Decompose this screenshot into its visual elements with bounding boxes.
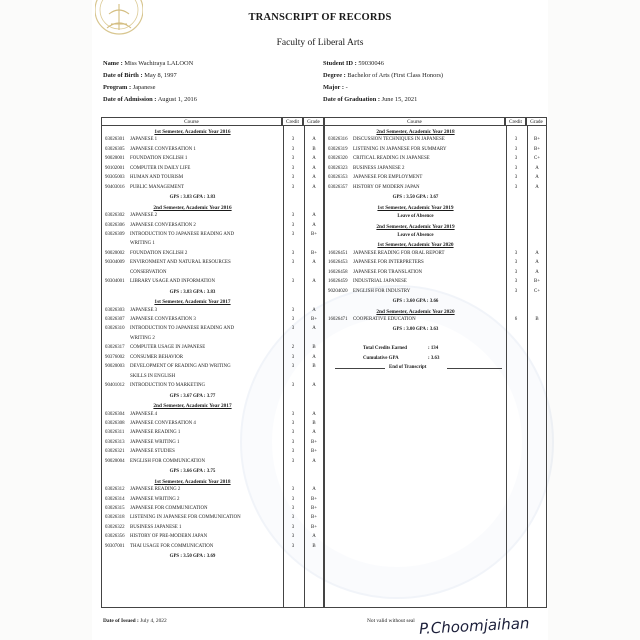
semester-heading: 1st Semester, Academic Year 2016 (154, 129, 231, 135)
course-name: LIBRARY USAGE AND INFORMATION (130, 279, 216, 285)
course-name: INTRODUCTION TO JAPANESE READING AND (130, 231, 234, 237)
degree: Degree : Bachelor of Arts (First Class Honors) (323, 72, 444, 79)
date-of-issue: Date of Issued : July 4, 2022 (103, 618, 167, 624)
course-grade: B+ (310, 524, 318, 530)
course-code: 03026307 (105, 317, 125, 322)
course-name: ENGLISH FOR COMMUNICATION (130, 458, 205, 464)
leave-of-absence: Leave of Absence (397, 232, 434, 238)
course-code: 03026317 (105, 345, 125, 351)
faculty-name: Faculty of Liberal Arts (276, 38, 364, 48)
course-credit: 2 (291, 345, 295, 351)
course-credit: 3 (291, 317, 295, 322)
course-grade: A (312, 165, 316, 171)
course-grade: A (312, 260, 316, 266)
course-credit: 3 (514, 288, 518, 294)
course-grade: A (535, 260, 539, 266)
course-grade: B+ (310, 231, 318, 237)
course-code: 03026323 (328, 165, 348, 171)
course-code: 90304009 (105, 260, 125, 266)
course-code: 90401012 (105, 383, 125, 389)
header-grade-left: Grade (303, 117, 324, 126)
course-grade: A (535, 269, 539, 275)
course-credit: 3 (291, 534, 295, 540)
course-grade: B+ (310, 496, 318, 502)
semester-heading: 1st Semester, Academic Year 2019 (377, 204, 454, 211)
course-grade: A (312, 307, 316, 313)
semester-gpa: GPS : 3.00 GPA : 3.63 (392, 327, 439, 333)
course-grade: B+ (310, 449, 318, 455)
semester-gpa: GPS : 3.50 GPA : 3.67 (392, 195, 439, 201)
course-grade: A (312, 213, 316, 219)
course-grade: A (312, 383, 316, 389)
semester-heading: 2nd Semester, Academic Year 2018 (376, 129, 455, 135)
course-code: 90403016 (105, 184, 125, 190)
course-name: JAPANESE FOR INTERPRETERS (353, 260, 424, 266)
course-name: JAPANESE WRITING 1 (130, 439, 180, 445)
course-credit: 3 (291, 260, 295, 266)
course-credit: 3 (514, 165, 518, 171)
course-grade: A (312, 184, 316, 190)
course-code: 16026459 (328, 279, 348, 285)
semester-gpa: GPS : 3.60 GPA : 3.66 (392, 299, 439, 305)
course-name: CRITICAL READING IN JAPANESE (353, 156, 430, 162)
course-name: THAI USAGE FOR COMMUNICATION (130, 543, 214, 549)
course-code: 03026301 (105, 137, 125, 143)
course-name: JAPANESE CONVERSATION 4 (130, 420, 196, 426)
course-credit: 3 (514, 156, 518, 162)
semester-gpa: GPS : 3.66 GPA : 3.75 (169, 469, 216, 475)
course-credit: 3 (291, 524, 295, 530)
course-code: 90102001 (105, 165, 125, 171)
course-name: JAPANESE CONVERSATION 1 (130, 146, 196, 152)
course-credit: 3 (514, 250, 518, 256)
course-credit: 3 (291, 307, 295, 313)
course-name: FOUNDATION ENGLISH 2 (130, 250, 188, 256)
course-name: BUSINESS JAPANESE 2 (353, 165, 405, 171)
course-credit: 3 (291, 458, 295, 464)
semester-heading: 2nd Semester, Academic Year 2017 (153, 403, 232, 410)
course-credit: 3 (291, 137, 295, 143)
course-code: 03026315 (105, 506, 125, 511)
course-name: JAPANESE 1 (130, 137, 158, 143)
course-name: ENGLISH FOR INDUSTRY (353, 288, 411, 294)
validity-note: Not valid without seal (367, 618, 415, 624)
course-name: JAPANESE CONVERSATION 2 (130, 222, 196, 228)
right-column: 2nd Semester, Academic Year 2018 03026316 DISCUSSION TECHNIQUES IN JAPANESE 3 B+ 03026319 LISTENING IN JAPANESE FOR SUMMARY 3 B+ 03026320 CRITICAL READING IN JAPANESE 3 C+ 03026323 BUSINESS JAPANESE 2 3 A 03026353 JAPANESE FOR EMPLOYMENT 3 A 03026357 HISTORY OF MODERN JAPAN 3 A GPS : 3.50 GPA : 3.67 1st Semester, Academic Year 2019 Leave of Absence 2nd Semester, Academic Year 2019 Leave of Absence 1st Semester, Academic Year 2020 16026451 JAPANESE READING FOR ORAL REPORT 3 A 16026453 JAPANESE FOR INTERPRETERS 3 A 16026458 JAPANESE FOR TRANSLATION 3 A 16026459 INDUSTRIAL JAPANESE 3 B+ 90204020 ENGLISH FOR INDUSTRY 3 C+ GPS : 3.60 GPA : 3.66 2nd Semester, Academic Year 2020 16026471 COOPERATIVE EDUCATION 6 B GPS : 3.00 GPA : 3.63 Total Credits Earned : 134 Cumulative GPA : 3.63 End of Transcript (324, 126, 547, 608)
course-credit: 3 (291, 515, 295, 521)
course-grade: B+ (310, 439, 318, 445)
course-code: 03026318 (105, 515, 125, 521)
course-name: JAPANESE 2 (130, 213, 158, 219)
course-code: 03026314 (105, 496, 125, 502)
document-title: TRANSCRIPT OF RECORDS (248, 12, 392, 23)
course-code: 03026357 (328, 184, 348, 190)
course-code: 16026453 (328, 260, 348, 266)
course-credit: 3 (291, 383, 295, 389)
course-grade: A (312, 222, 316, 228)
course-grade: A (312, 411, 316, 417)
course-grade: C+ (533, 288, 541, 294)
course-name: WRITING 2 (130, 335, 155, 341)
course-name: COOPERATIVE EDUCATION (353, 317, 416, 322)
course-grade: B+ (310, 317, 318, 322)
course-code: 03026303 (105, 307, 125, 313)
course-name: INTRODUCTION TO MARKETING (130, 383, 206, 389)
course-grade: A (312, 279, 316, 285)
course-code: 03026310 (105, 326, 125, 332)
course-code: 03026316 (328, 137, 348, 143)
header-course-right: Course (324, 117, 505, 126)
course-name: JAPANESE READING 2 (130, 487, 181, 493)
leave-of-absence: Leave of Absence (397, 214, 434, 220)
course-name: PUBLIC MANAGEMENT (130, 184, 184, 190)
course-credit: 3 (514, 260, 518, 266)
course-code: 03026353 (328, 175, 348, 181)
course-grade: A (312, 137, 316, 143)
course-code: 03026306 (105, 222, 125, 228)
course-grade: A (312, 458, 316, 464)
course-code: 90020004 (105, 458, 125, 464)
course-credit: 3 (291, 487, 295, 493)
course-name: HISTORY OF MODERN JAPAN (353, 184, 420, 190)
course-grade: B (535, 317, 539, 322)
course-credit: 3 (291, 184, 295, 190)
course-credit: 3 (291, 506, 295, 511)
course-credit: 3 (291, 213, 295, 219)
course-credit: 3 (291, 439, 295, 445)
course-code: 03026321 (105, 449, 125, 455)
registrar-signature: P.Choomjaihan (418, 614, 530, 638)
course-name: COMPUTER USAGE IN JAPANESE (130, 345, 206, 351)
course-credit: 3 (514, 269, 518, 275)
course-code: 03026319 (328, 146, 348, 152)
course-credit: 3 (291, 326, 295, 332)
course-grade: A (312, 175, 316, 181)
semester-gpa: GPS : 3.83 GPA : 3.83 (169, 195, 216, 201)
course-code: 90204020 (328, 288, 348, 294)
left-column (101, 126, 324, 608)
course-credit: 3 (291, 165, 295, 171)
course-credit: 3 (291, 175, 295, 181)
course-grade: B+ (533, 279, 541, 285)
course-name: JAPANESE CONVERSATION 3 (130, 317, 196, 322)
course-name: INDUSTRIAL JAPANESE (353, 279, 407, 285)
course-credit: 3 (291, 496, 295, 502)
course-code: 90305003 (105, 175, 125, 181)
course-credit: 3 (291, 250, 295, 256)
course-name: JAPANESE 3 (130, 307, 158, 313)
course-code: 03026305 (105, 146, 125, 152)
semester-heading: 2nd Semester, Academic Year 2016 (153, 204, 232, 211)
course-grade: B (312, 364, 316, 370)
course-name: SKILLS IN ENGLISH (130, 373, 176, 379)
course-name: HISTORY OF PRE-MODERN JAPAN (130, 534, 208, 540)
course-code: 16026458 (328, 269, 348, 275)
course-grade: A (312, 354, 316, 360)
course-name: WRITING 1 (130, 241, 155, 247)
course-grade: A (535, 184, 539, 190)
course-grade: C+ (533, 156, 541, 162)
semester-gpa: GPS : 3.83 GPA : 3.83 (169, 289, 216, 295)
course-code: 90020003 (105, 364, 125, 370)
student-id: Student ID : 59030046 (323, 60, 384, 67)
course-code: 90307001 (105, 543, 125, 549)
course-name: HUMAN AND TOURISM (130, 175, 184, 181)
course-code: 03026309 (105, 231, 125, 237)
course-code: 90020001 (105, 156, 125, 162)
course-credit: 3 (514, 146, 518, 152)
header-credit-right: Credit (505, 117, 526, 126)
semester-heading: 2nd Semester, Academic Year 2020 (376, 308, 455, 315)
header-course-left: Course (101, 117, 282, 126)
course-grade: B (312, 146, 316, 152)
course-grade: B+ (533, 137, 541, 143)
course-credit: 3 (291, 411, 295, 417)
header-grade-right: Grade (526, 117, 547, 126)
course-name: INTRODUCTION TO JAPANESE READING AND (130, 326, 234, 332)
course-grade: B (312, 543, 316, 549)
course-name: DEVELOPMENT OF READING AND WRITING (130, 364, 231, 370)
semester-gpa: GPS : 3.67 GPA : 3.77 (169, 393, 216, 399)
semester-heading: 2nd Semester, Academic Year 2019 (376, 223, 455, 230)
course-credit: 3 (291, 231, 295, 237)
course-credit: 3 (291, 156, 295, 162)
course-name: DISCUSSION TECHNIQUES IN JAPANESE (353, 137, 445, 143)
semester-heading: 1st Semester, Academic Year 2020 (377, 242, 454, 249)
course-name: JAPANESE FOR TRANSLATION (353, 269, 423, 275)
course-grade: B+ (533, 146, 541, 152)
semester-heading: 1st Semester, Academic Year 2017 (154, 299, 231, 306)
course-credit: 3 (514, 175, 518, 181)
course-grade: A (535, 175, 539, 181)
course-name: JAPANESE STUDIES (130, 449, 175, 455)
course-name: JAPANESE READING FOR ORAL REPORT (353, 250, 445, 256)
course-grade: B+ (310, 506, 318, 511)
semester-gpa: GPS : 3.50 GPA : 3.69 (169, 554, 216, 560)
course-grade: B+ (310, 250, 318, 256)
end-of-transcript: End of Transcript (389, 365, 427, 371)
course-name: LISTENING IN JAPANESE FOR SUMMARY (353, 146, 447, 152)
course-name: BUSINESS JAPANESE 1 (130, 524, 182, 530)
course-credit: 3 (291, 354, 295, 360)
course-grade: A (312, 326, 316, 332)
course-code: 03026313 (105, 439, 125, 445)
course-code: 03026302 (105, 213, 125, 219)
course-credit: 3 (291, 279, 295, 285)
course-name: CONSUMER BEHAVIOR (130, 354, 184, 360)
header-credit-left: Credit (282, 117, 303, 126)
course-code: 03026304 (105, 411, 125, 417)
course-credit: 3 (291, 449, 295, 455)
course-grade: B+ (310, 515, 318, 521)
course-grade: B (312, 420, 316, 426)
course-credit: 3 (291, 430, 295, 436)
course-name: JAPANESE FOR EMPLOYMENT (353, 175, 423, 181)
course-name: FOUNDATION ENGLISH 1 (130, 156, 188, 162)
course-credit: 3 (514, 279, 518, 285)
course-grade: A (312, 156, 316, 162)
course-code: 03026356 (105, 534, 125, 540)
course-name: JAPANESE READING 1 (130, 430, 181, 436)
course-credit: 3 (291, 146, 295, 152)
course-code: 03026311 (105, 430, 125, 436)
date-of-graduation: Date of Graduation : June 15, 2021 (323, 96, 418, 103)
course-credit: 3 (291, 420, 295, 426)
course-code: 03026312 (105, 487, 125, 493)
course-credit: 6 (514, 317, 518, 322)
course-grade: A (535, 250, 539, 256)
course-code: 03026308 (105, 420, 125, 426)
course-grade: B (312, 345, 316, 351)
course-grade: A (312, 534, 316, 540)
course-name: ENVIRONMENT AND NATURAL RESOURCES (130, 260, 231, 266)
course-credit: 3 (291, 364, 295, 370)
course-name: JAPANESE 4 (130, 411, 158, 417)
major: Major : - (323, 84, 348, 91)
course-code: 16026471 (328, 317, 348, 322)
course-credit: 3 (514, 137, 518, 143)
semester-heading: 1st Semester, Academic Year 2018 (154, 478, 231, 485)
course-code: 90020002 (105, 250, 125, 256)
course-credit: 3 (291, 543, 295, 549)
course-code: 16026451 (328, 250, 348, 256)
course-credit: 3 (291, 222, 295, 228)
course-name: CONSERVATION (130, 269, 167, 275)
course-credit: 3 (514, 184, 518, 190)
course-grade: A (535, 165, 539, 171)
course-code: 90376002 (105, 354, 125, 360)
date-of-admission: Date of Admission : August 1, 2016 (103, 96, 197, 103)
course-code: 03026320 (328, 156, 348, 162)
program: Program : Japanese (103, 84, 156, 91)
course-code: 90304001 (105, 279, 125, 285)
course-grade: A (312, 487, 316, 493)
student-name: Name : Miss Wachiraya LALOON (103, 60, 194, 67)
course-name: LISTENING IN JAPANESE FOR COMMUNICATION (130, 515, 241, 521)
course-code: 03026322 (105, 524, 125, 530)
course-grade: A (312, 430, 316, 436)
course-name: JAPANESE WRITING 2 (130, 496, 180, 502)
course-name: JAPANESE FOR COMMUNICATION (130, 506, 208, 511)
date-of-birth: Date of Birth : May 8, 1997 (103, 72, 177, 79)
course-name: COMPUTER IN DAILY LIFE (130, 165, 191, 171)
